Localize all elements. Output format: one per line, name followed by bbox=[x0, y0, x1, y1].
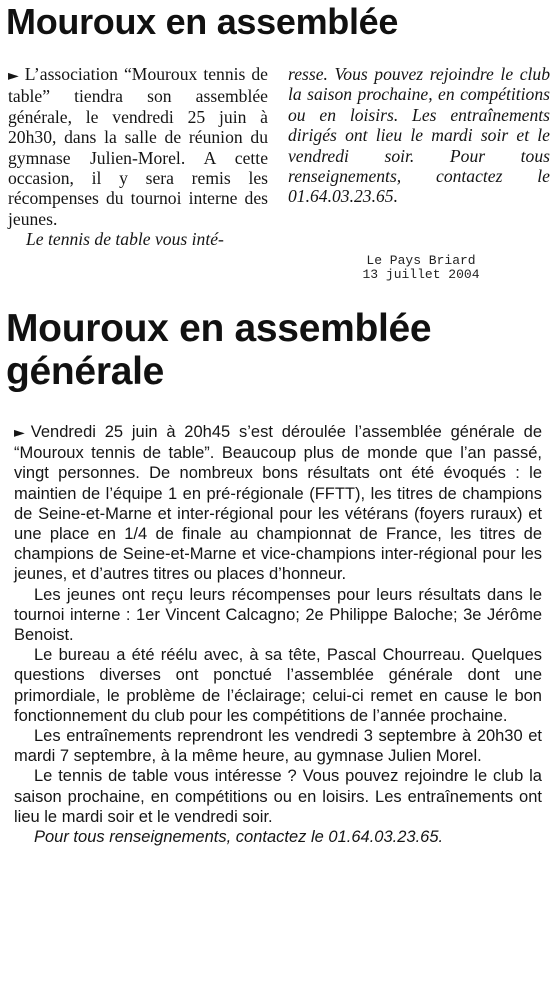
article1-right-text: resse. Vous pouvez rejoindre le club la saison prochaine, en compétitions ou en loisirs. Les entraînements dirigés ont lieu le mardi soir et le vendredi soir. Pour tous renseignements, contactez le 01.64.03.23.65. bbox=[288, 64, 550, 207]
article2-paragraph: Le bureau a été réélu avec, à sa tête, Pascal Chourreau. Quelques questions diverses ont ponctué l’assemblée générale dont une primordiale, le problème de l’éclairage; celui-ci remet en cause le bon fonctionnement du club pour les compétitions de l’année prochaine. bbox=[14, 646, 542, 725]
article2-paragraph: Les jeunes ont reçu leurs récompenses pour leurs résultats dans le tournoi interne : 1er Vincent Calcagno; 2e Philippe Baloche; 3e Jérôme Benoist. bbox=[14, 585, 542, 645]
newspaper-source bbox=[336, 254, 506, 282]
article1-intro-paragraph bbox=[8, 64, 268, 229]
article2-headline: Mouroux en assemblée générale bbox=[6, 307, 432, 393]
article2-paragraph: Le tennis de table vous intéresse ? Vous pouvez rejoindre le club la saison prochaine, en compétitions ou en loisirs. Les entraînements ont lieu le mardi soir et le vendredi soir. bbox=[14, 767, 542, 826]
article1-headline: Mouroux en assemblée bbox=[6, 1, 399, 42]
article1-intro-text: L’association “Mouroux tennis de table” tiendra son assemblée générale, le vendredi 25 juin à 20h30, dans la salle de réunion du gymnase Julien-Morel. A cette occasion, il y sera remis les récompenses du tournoi interne des jeunes. bbox=[8, 64, 268, 229]
article1-column-right bbox=[288, 64, 550, 207]
article2-paragraph: Les entraînements reprendront les vendredi 3 septembre à 20h30 et mardi 7 septembre, à la même heure, au gymnase Julien Morel. bbox=[14, 727, 542, 766]
source-name: Le Pays Briard bbox=[366, 253, 476, 268]
arrow-bullet-icon: ► bbox=[8, 68, 19, 84]
article1-column-left bbox=[8, 64, 268, 250]
article2-contact-paragraph: Pour tous renseignements, contactez le 01.64.03.23.65. bbox=[34, 828, 444, 847]
arrow-bullet-icon: ► bbox=[14, 425, 25, 441]
article2-body bbox=[14, 422, 542, 847]
source-date: 13 juillet 2004 bbox=[362, 267, 480, 282]
article2-paragraph: ► Vendredi 25 juin à 20h45 s’est déroulée l’assemblée générale de “Mouroux tennis de table”. Beaucoup plus de monde que l’an passé, vingt personnes. De nombreux bons résultats ont été évoqués : le maintien de l’équipe 1 en pré-régionale (FFTT), les titres de champions de Seine-et-Marne et inter-régional pour les vétérans (foyers ruraux) et une place en 1/4 de finale au championnat de France, les titres de champions de Seine-et-Marne et vice-champions inter-régional pour les jeunes, et d’autres titres ou places d’honneur. bbox=[14, 423, 542, 584]
article1-continued-text: Le tennis de table vous inté- bbox=[26, 229, 224, 250]
